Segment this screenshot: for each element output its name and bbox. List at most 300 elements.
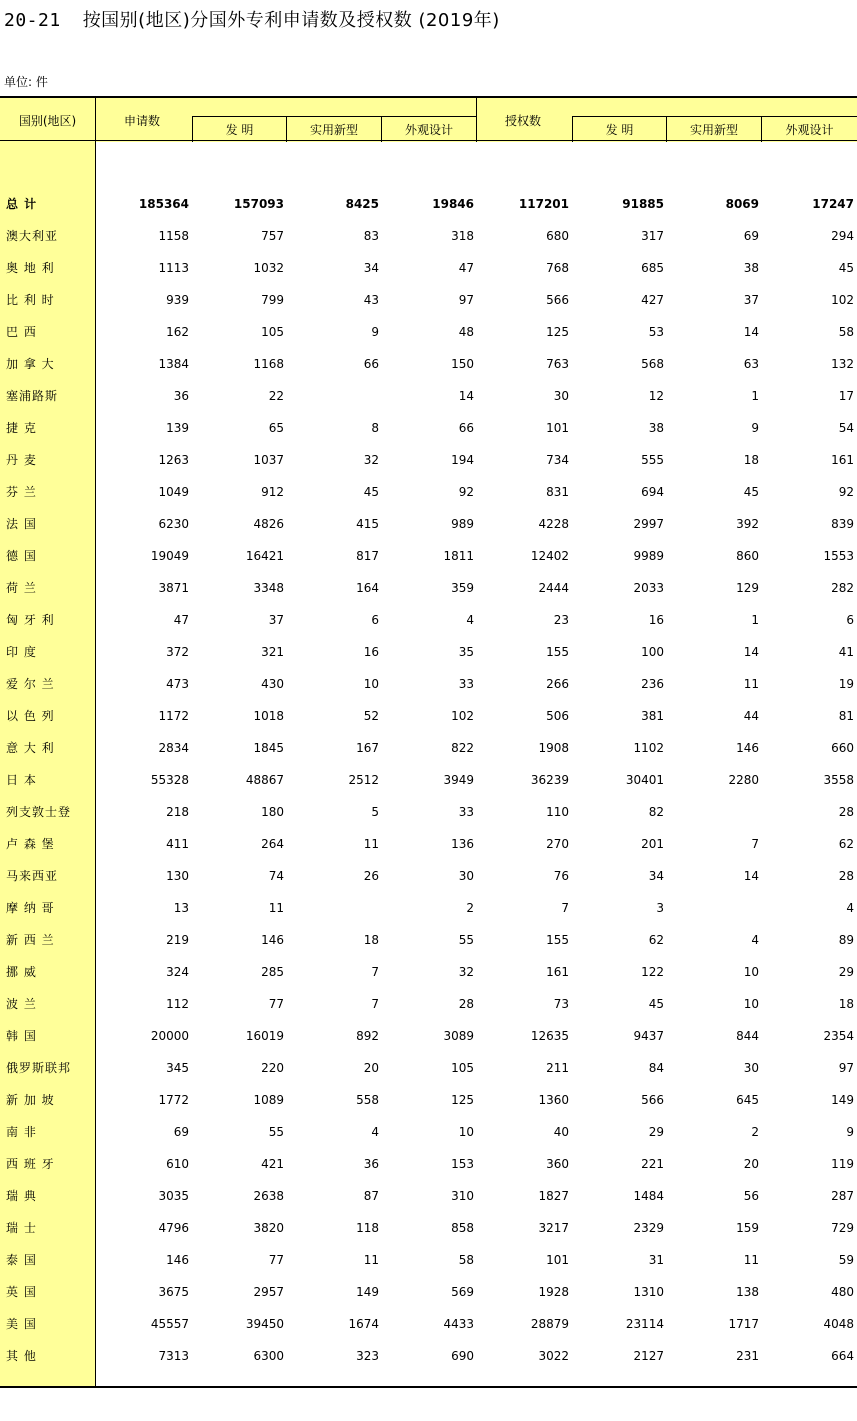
- grants-invention-value: 38: [648, 421, 664, 435]
- grants-utility-value: 1717: [728, 1317, 759, 1331]
- grants-utility-value: 159: [736, 1221, 759, 1235]
- applications-invention-value: 1845: [253, 741, 284, 755]
- applications-design-value: 48: [458, 325, 474, 339]
- applications-invention-value: 1168: [253, 357, 284, 371]
- grants-total-value: 763: [546, 357, 569, 371]
- grants-design-value: 41: [838, 645, 854, 659]
- grants-invention-value: 694: [641, 485, 664, 499]
- country-name: 韩 国: [6, 1029, 37, 1043]
- applications-utility-value: 6: [371, 613, 379, 627]
- applications-design-value: 105: [451, 1061, 474, 1075]
- applications-design-value: 4433: [443, 1317, 474, 1331]
- grants-utility-value: 138: [736, 1285, 759, 1299]
- table-row: [0, 348, 857, 380]
- applications-total-value: 4796: [158, 1221, 189, 1235]
- applications-utility-value: 66: [363, 357, 379, 371]
- grants-utility-value: 14: [743, 869, 759, 883]
- grants-invention-value: 566: [641, 1093, 664, 1107]
- applications-invention-value: 146: [261, 933, 284, 947]
- applications-design-value: 3089: [443, 1029, 474, 1043]
- grants-design-value: 149: [831, 1093, 854, 1107]
- applications-design-value: 3949: [443, 773, 474, 787]
- grants-total-value: 161: [546, 965, 569, 979]
- applications-utility-value: 43: [363, 293, 379, 307]
- table-row: [0, 764, 857, 796]
- table-row: [0, 220, 857, 252]
- header-grant-invention: 发 明: [572, 116, 667, 142]
- grants-design-value: 161: [831, 453, 854, 467]
- applications-utility-value: 18: [363, 933, 379, 947]
- country-name: 俄罗斯联邦: [6, 1061, 72, 1075]
- applications-utility-value: 4: [371, 1125, 379, 1139]
- grants-invention-value: 236: [641, 677, 664, 691]
- grants-design-value: 29: [838, 965, 854, 979]
- grants-total-value: 211: [546, 1061, 569, 1075]
- grants-design-value: 58: [838, 325, 854, 339]
- applications-design-value: 30: [458, 869, 474, 883]
- applications-design-value: 1811: [443, 549, 474, 563]
- grants-total-value: 40: [553, 1125, 569, 1139]
- applications-invention-value: 757: [261, 229, 284, 243]
- applications-total-value: 2834: [158, 741, 189, 755]
- grants-total-value: 117201: [518, 197, 569, 211]
- applications-design-value: 14: [458, 389, 474, 403]
- table-row: [0, 828, 857, 860]
- applications-design-value: 2: [466, 901, 474, 915]
- applications-invention-value: 39450: [245, 1317, 284, 1331]
- grants-invention-value: 45: [648, 997, 664, 1011]
- table-row: [0, 508, 857, 540]
- applications-design-value: 47: [458, 261, 474, 275]
- country-name: 加 拿 大: [6, 357, 55, 371]
- header-subline-applications: [192, 116, 477, 117]
- table-header: [0, 98, 857, 142]
- applications-design-value: 58: [458, 1253, 474, 1267]
- applications-invention-value: 264: [261, 837, 284, 851]
- grants-utility-value: 14: [743, 645, 759, 659]
- grants-utility-value: 14: [743, 325, 759, 339]
- grants-total-value: 3217: [538, 1221, 569, 1235]
- table-row: [0, 444, 857, 476]
- applications-utility-value: 34: [363, 261, 379, 275]
- country-name: 泰 国: [6, 1253, 37, 1267]
- applications-total-value: 1113: [158, 261, 189, 275]
- country-name: 比 利 时: [6, 293, 55, 307]
- applications-design-value: 318: [451, 229, 474, 243]
- applications-utility-value: 20: [363, 1061, 379, 1075]
- grants-design-value: 3558: [823, 773, 854, 787]
- country-name: 以 色 列: [6, 709, 55, 723]
- table-row: [0, 572, 857, 604]
- applications-invention-value: 65: [268, 421, 284, 435]
- table-bottom-border: [0, 1386, 857, 1388]
- grants-total-value: 266: [546, 677, 569, 691]
- applications-total-value: 372: [166, 645, 189, 659]
- table-row: [0, 412, 857, 444]
- applications-design-value: 310: [451, 1189, 474, 1203]
- applications-total-value: 6230: [158, 517, 189, 531]
- grants-invention-value: 2127: [633, 1349, 664, 1363]
- grants-utility-value: 20: [743, 1157, 759, 1171]
- grants-design-value: 97: [838, 1061, 854, 1075]
- country-name: 摩 纳 哥: [6, 901, 55, 915]
- grants-utility-value: 38: [743, 261, 759, 275]
- applications-invention-value: 799: [261, 293, 284, 307]
- applications-design-value: 32: [458, 965, 474, 979]
- patent-table: [0, 96, 857, 1388]
- grants-invention-value: 29: [648, 1125, 664, 1139]
- table-row: [0, 956, 857, 988]
- grants-design-value: 1553: [823, 549, 854, 563]
- country-name: 捷 克: [6, 421, 37, 435]
- grants-utility-value: 9: [751, 421, 759, 435]
- country-name: 瑞 典: [6, 1189, 37, 1203]
- applications-invention-value: 11: [268, 901, 284, 915]
- applications-utility-value: 415: [356, 517, 379, 531]
- grants-invention-value: 9989: [633, 549, 664, 563]
- header-app-utility: 实用新型: [287, 116, 382, 142]
- grants-design-value: 287: [831, 1189, 854, 1203]
- grants-invention-value: 84: [648, 1061, 664, 1075]
- country-name: 美 国: [6, 1317, 37, 1331]
- applications-total-value: 7313: [158, 1349, 189, 1363]
- grants-design-value: 664: [831, 1349, 854, 1363]
- table-row: [0, 1116, 857, 1148]
- applications-total-value: 610: [166, 1157, 189, 1171]
- applications-design-value: 97: [458, 293, 474, 307]
- grants-design-value: 19: [838, 677, 854, 691]
- grants-total-value: 3022: [538, 1349, 569, 1363]
- grants-invention-value: 100: [641, 645, 664, 659]
- grants-utility-value: 10: [743, 965, 759, 979]
- grants-invention-value: 9437: [633, 1029, 664, 1043]
- applications-design-value: 822: [451, 741, 474, 755]
- grants-design-value: 18: [838, 997, 854, 1011]
- header-country: 国别(地区): [0, 98, 96, 142]
- applications-design-value: 194: [451, 453, 474, 467]
- applications-total-value: 185364: [138, 197, 189, 211]
- header-applications-span: [192, 98, 477, 116]
- grants-total-value: 155: [546, 933, 569, 947]
- grants-design-value: 17247: [812, 197, 854, 211]
- grants-invention-value: 34: [648, 869, 664, 883]
- grants-invention-value: 3: [656, 901, 664, 915]
- grants-invention-value: 2033: [633, 581, 664, 595]
- applications-utility-value: 164: [356, 581, 379, 595]
- grants-design-value: 59: [838, 1253, 854, 1267]
- grants-design-value: 54: [838, 421, 854, 435]
- applications-utility-value: 45: [363, 485, 379, 499]
- grants-invention-value: 1102: [633, 741, 664, 755]
- grants-invention-value: 62: [648, 933, 664, 947]
- table-body: [0, 188, 857, 1372]
- applications-invention-value: 6300: [253, 1349, 284, 1363]
- grants-design-value: 660: [831, 741, 854, 755]
- grants-design-value: 28: [838, 869, 854, 883]
- grants-design-value: 2354: [823, 1029, 854, 1043]
- grants-design-value: 294: [831, 229, 854, 243]
- applications-total-value: 473: [166, 677, 189, 691]
- grants-invention-value: 555: [641, 453, 664, 467]
- header-grant-design: 外观设计: [762, 116, 857, 142]
- applications-invention-value: 1089: [253, 1093, 284, 1107]
- applications-invention-value: 220: [261, 1061, 284, 1075]
- country-name: 日 本: [6, 773, 37, 787]
- grants-design-value: 282: [831, 581, 854, 595]
- grants-utility-value: [669, 892, 759, 924]
- grants-design-value: 480: [831, 1285, 854, 1299]
- applications-total-value: 1049: [158, 485, 189, 499]
- table-row: [0, 892, 857, 924]
- header-applications: 申请数: [96, 98, 192, 142]
- grants-utility-value: 69: [743, 229, 759, 243]
- applications-design-value: 150: [451, 357, 474, 371]
- applications-invention-value: 180: [261, 805, 284, 819]
- table-row: [0, 1212, 857, 1244]
- applications-utility-value: 52: [363, 709, 379, 723]
- country-name: 波 兰: [6, 997, 37, 1011]
- grants-invention-value: 30401: [625, 773, 664, 787]
- applications-utility-value: 892: [356, 1029, 379, 1043]
- applications-utility-value: 9: [371, 325, 379, 339]
- applications-utility-value: 149: [356, 1285, 379, 1299]
- grants-total-value: 831: [546, 485, 569, 499]
- applications-total-value: 47: [173, 613, 189, 627]
- applications-design-value: 10: [458, 1125, 474, 1139]
- applications-utility-value: 16: [363, 645, 379, 659]
- applications-total-value: 1263: [158, 453, 189, 467]
- table-row: [0, 1148, 857, 1180]
- applications-invention-value: 55: [268, 1125, 284, 1139]
- country-name: 新 西 兰: [6, 933, 55, 947]
- applications-total-value: 19049: [150, 549, 189, 563]
- applications-invention-value: 2638: [253, 1189, 284, 1203]
- applications-invention-value: 16421: [245, 549, 284, 563]
- table-row: [0, 668, 857, 700]
- applications-utility-value: 32: [363, 453, 379, 467]
- applications-design-value: 136: [451, 837, 474, 851]
- grants-total-value: 12402: [530, 549, 569, 563]
- country-name: 其 他: [6, 1349, 37, 1363]
- country-name: 英 国: [6, 1285, 37, 1299]
- grants-total-value: 2444: [538, 581, 569, 595]
- grants-invention-value: 568: [641, 357, 664, 371]
- applications-total-value: 13: [173, 901, 189, 915]
- country-name: 法 国: [6, 517, 37, 531]
- grants-total-value: 12635: [530, 1029, 569, 1043]
- grants-total-value: 4228: [538, 517, 569, 531]
- table-row: [0, 1276, 857, 1308]
- applications-utility-value: 83: [363, 229, 379, 243]
- applications-total-value: 1158: [158, 229, 189, 243]
- table-row: [0, 1244, 857, 1276]
- applications-total-value: 69: [173, 1125, 189, 1139]
- table-row: [0, 1052, 857, 1084]
- applications-utility-value: 323: [356, 1349, 379, 1363]
- grants-design-value: 4048: [823, 1317, 854, 1331]
- header-subline-grants: [572, 116, 857, 117]
- applications-invention-value: 421: [261, 1157, 284, 1171]
- table-title: 按国别(地区)分国外专利申请数及授权数 (2019年): [82, 10, 500, 31]
- table-row: [0, 732, 857, 764]
- grants-design-value: 81: [838, 709, 854, 723]
- applications-design-value: 19846: [432, 197, 474, 211]
- country-name: 爱 尔 兰: [6, 677, 55, 691]
- applications-invention-value: 912: [261, 485, 284, 499]
- grants-invention-value: 317: [641, 229, 664, 243]
- applications-total-value: 324: [166, 965, 189, 979]
- applications-utility-value: 36: [363, 1157, 379, 1171]
- grants-utility-value: 45: [743, 485, 759, 499]
- header-bottom-border: [0, 140, 857, 141]
- applications-design-value: 102: [451, 709, 474, 723]
- country-name: 挪 威: [6, 965, 37, 979]
- grants-total-value: 155: [546, 645, 569, 659]
- applications-invention-value: 74: [268, 869, 284, 883]
- applications-total-value: 939: [166, 293, 189, 307]
- table-row: [0, 1308, 857, 1340]
- grants-design-value: 119: [831, 1157, 854, 1171]
- grants-invention-value: 685: [641, 261, 664, 275]
- applications-invention-value: 16019: [245, 1029, 284, 1043]
- applications-design-value: 35: [458, 645, 474, 659]
- table-row: [0, 1340, 857, 1372]
- table-row: [0, 316, 857, 348]
- grants-utility-value: [669, 796, 759, 828]
- country-name: 芬 兰: [6, 485, 37, 499]
- applications-total-value: 1172: [158, 709, 189, 723]
- country-name: 荷 兰: [6, 581, 37, 595]
- grants-invention-value: 31: [648, 1253, 664, 1267]
- applications-invention-value: 1032: [253, 261, 284, 275]
- applications-total-value: 36: [173, 389, 189, 403]
- applications-utility-value: 7: [371, 965, 379, 979]
- country-name: 塞浦路斯: [6, 389, 59, 403]
- country-name: 西 班 牙: [6, 1157, 55, 1171]
- table-row: [0, 924, 857, 956]
- grants-total-value: 566: [546, 293, 569, 307]
- country-name: 新 加 坡: [6, 1093, 55, 1107]
- grants-design-value: 28: [838, 805, 854, 819]
- applications-utility-value: 11: [363, 1253, 379, 1267]
- grants-utility-value: 1: [751, 389, 759, 403]
- header-app-design: 外观设计: [382, 116, 477, 142]
- header-grants: 授权数: [477, 98, 572, 142]
- applications-invention-value: 77: [268, 997, 284, 1011]
- applications-total-value: 219: [166, 933, 189, 947]
- grants-utility-value: 645: [736, 1093, 759, 1107]
- grants-utility-value: 37: [743, 293, 759, 307]
- table-row: [0, 700, 857, 732]
- grants-total-value: 680: [546, 229, 569, 243]
- table-row: [0, 284, 857, 316]
- applications-total-value: 55328: [150, 773, 189, 787]
- applications-utility-value: 11: [363, 837, 379, 851]
- grants-utility-value: 18: [743, 453, 759, 467]
- country-name: 马来西亚: [6, 869, 59, 883]
- table-row: [0, 796, 857, 828]
- grants-invention-value: 53: [648, 325, 664, 339]
- applications-invention-value: 105: [261, 325, 284, 339]
- country-name: 德 国: [6, 549, 37, 563]
- applications-utility-value: 817: [356, 549, 379, 563]
- applications-utility-value: 2512: [348, 773, 379, 787]
- grants-invention-value: 91885: [622, 197, 664, 211]
- applications-total-value: 3675: [158, 1285, 189, 1299]
- applications-total-value: 162: [166, 325, 189, 339]
- grants-invention-value: 427: [641, 293, 664, 307]
- grants-invention-value: 381: [641, 709, 664, 723]
- grants-design-value: 839: [831, 517, 854, 531]
- grants-design-value: 132: [831, 357, 854, 371]
- table-row: [0, 860, 857, 892]
- grants-total-value: 23: [553, 613, 569, 627]
- applications-invention-value: 2957: [253, 1285, 284, 1299]
- applications-design-value: 55: [458, 933, 474, 947]
- applications-design-value: 33: [458, 677, 474, 691]
- applications-total-value: 130: [166, 869, 189, 883]
- applications-design-value: 153: [451, 1157, 474, 1171]
- applications-invention-value: 285: [261, 965, 284, 979]
- applications-invention-value: 157093: [233, 197, 284, 211]
- unit-label: 单位: 件: [4, 75, 48, 89]
- grants-utility-value: 1: [751, 613, 759, 627]
- table-row: [0, 1020, 857, 1052]
- applications-total-value: 345: [166, 1061, 189, 1075]
- grants-utility-value: 11: [743, 677, 759, 691]
- grants-invention-value: 16: [648, 613, 664, 627]
- applications-invention-value: 77: [268, 1253, 284, 1267]
- grants-utility-value: 129: [736, 581, 759, 595]
- country-name: 总 计: [6, 197, 38, 211]
- grants-total-value: 76: [553, 869, 569, 883]
- grants-utility-value: 7: [751, 837, 759, 851]
- country-name: 列支敦士登: [6, 805, 72, 819]
- grants-utility-value: 30: [743, 1061, 759, 1075]
- applications-total-value: 146: [166, 1253, 189, 1267]
- grants-total-value: 1827: [538, 1189, 569, 1203]
- applications-design-value: 989: [451, 517, 474, 531]
- grants-total-value: 1360: [538, 1093, 569, 1107]
- applications-design-value: 125: [451, 1093, 474, 1107]
- table-row-total: [0, 188, 857, 220]
- grants-design-value: 6: [846, 613, 854, 627]
- grants-invention-value: 82: [648, 805, 664, 819]
- grants-total-value: 506: [546, 709, 569, 723]
- grants-design-value: 102: [831, 293, 854, 307]
- applications-utility-value: 558: [356, 1093, 379, 1107]
- applications-utility-value: 26: [363, 869, 379, 883]
- country-name: 卢 森 堡: [6, 837, 55, 851]
- grants-utility-value: 4: [751, 933, 759, 947]
- grants-invention-value: 1310: [633, 1285, 664, 1299]
- applications-invention-value: 1037: [253, 453, 284, 467]
- applications-invention-value: 430: [261, 677, 284, 691]
- applications-utility-value: 118: [356, 1221, 379, 1235]
- applications-invention-value: 22: [268, 389, 284, 403]
- grants-design-value: 9: [846, 1125, 854, 1139]
- grants-total-value: 768: [546, 261, 569, 275]
- grants-utility-value: 56: [743, 1189, 759, 1203]
- applications-invention-value: 37: [268, 613, 284, 627]
- applications-design-value: 66: [458, 421, 474, 435]
- applications-design-value: 359: [451, 581, 474, 595]
- applications-total-value: 20000: [150, 1029, 189, 1043]
- grants-total-value: 36239: [530, 773, 569, 787]
- applications-total-value: 411: [166, 837, 189, 851]
- grants-utility-value: 2: [751, 1125, 759, 1139]
- table-row: [0, 252, 857, 284]
